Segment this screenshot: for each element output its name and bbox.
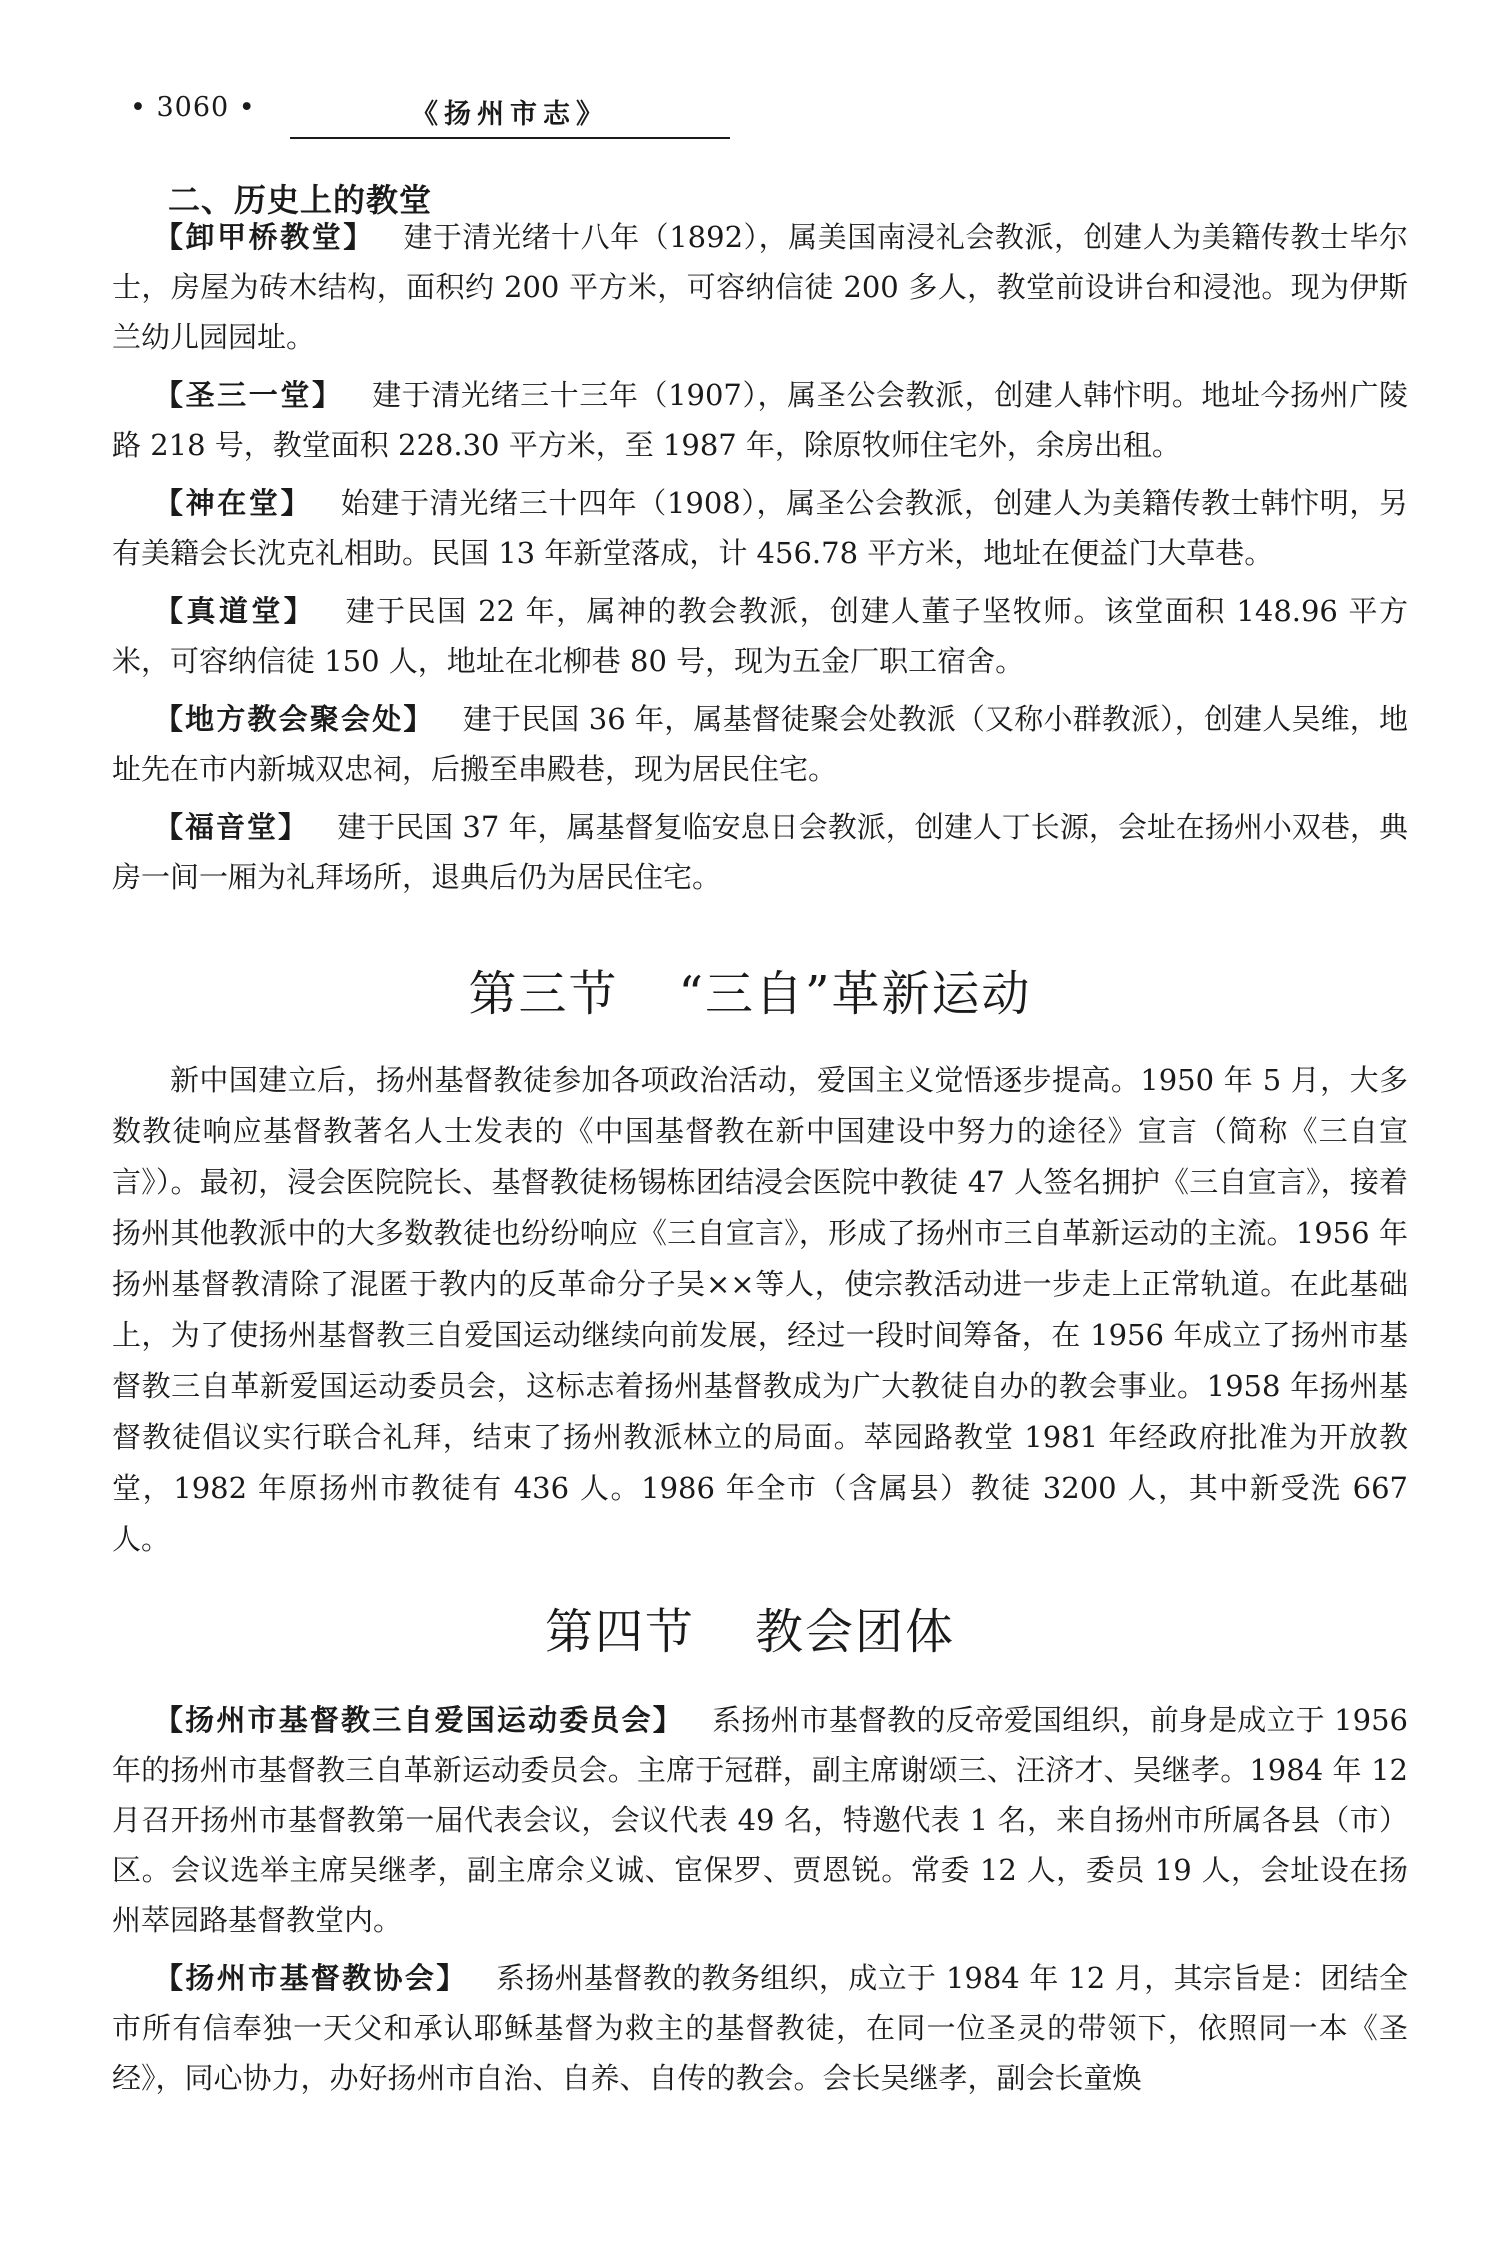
entry-name: 【扬州市基督教三自爱国运动委员会】 <box>154 1703 684 1737</box>
body-paragraph: 新中国建立后，扬州基督教徒参加各项政治活动，爱国主义觉悟逐步提高。1950 年 5 月，大多数教徒响应基督教著名人士发表的《中国基督教在新中国建设中努力的途径》宣言（简称《三自宣言》）。最初，浸会医院院长、基督教徒杨锡栋团结浸会医院中教徒 47 人签名拥护《三自宣言》，接着扬州其他教派中的大多数教徒也纷纷响应《三自宣言》，形成了扬州市三自革新运动的主流。1956 年扬州基督教清除了混匿于教内的反革命分子吴××等人，使宗教活动进一步走上正常轨道。在此基础上，为了使扬州基督教三自爱国运动继续向前发展，经过一段时间筹备，在 1956 年成立了扬州市基督教三自革新爱国运动委员会，这标志着扬州基督教成为广大教徒自办的教会事业。1958 年扬州基督教徒倡议实行联合礼拜，结束了扬州教派林立的局面。萃园路教堂 1981 年经政府批准为开放教堂，1982 年原扬州市教徒有 436 人。1986 年全市（含属县）教徒 3200 人，其中新受洗 667 人。 <box>112 1063 1408 1556</box>
organization-entry <box>112 1953 1408 2103</box>
church-entry <box>112 586 1408 686</box>
section-number: 第四节 <box>544 1604 695 1660</box>
entry-name: 【圣三一堂】 <box>154 378 344 412</box>
entry-text: 系扬州市基督教的反帝爱国组织，前身是成立于 1956 年的扬州市基督教三自革新运动委员会。主席于冠群，副主席谢颂三、汪济才、吴继孝。1984 年 12 月召开扬州市基督教第一届代表会议，会议代表 49 名，特邀代表 1 名，来自扬州市所属各县（市）区。会议选举主席吴继孝，副主席佘义诚、宦保罗、贾恩锐。常委 12 人，委员 19 人，会址设在扬州萃园路基督教堂内。 <box>112 1703 1408 1937</box>
church-entry <box>112 802 1408 902</box>
section-title: 教会团体 <box>755 1604 956 1660</box>
church-entry <box>112 370 1408 470</box>
church-entry <box>112 478 1408 578</box>
entry-text: 始建于清光绪三十四年（1908），属圣公会教派，创建人为美籍传教士韩忭明，另有美籍会长沈克礼相助。民国 13 年新堂落成，计 456.78 平方米，地址在便益门大草巷。 <box>112 486 1408 570</box>
book-title: 《扬州市志》 <box>290 92 730 139</box>
page-number: • 3060 • <box>130 92 256 123</box>
running-header <box>130 92 730 132</box>
entry-text: 建于民国 22 年，属神的教会教派，创建人董子坚牧师。该堂面积 148.96 平方米，可容纳信徒 150 人，地址在北柳巷 80 号，现为五金厂职工宿舍。 <box>112 594 1408 678</box>
entry-name: 【卸甲桥教堂】 <box>154 220 375 254</box>
entry-text: 建于清光绪十八年（1892），属美国南浸礼会教派，创建人为美籍传教士毕尔士，房屋为砖木结构，面积约 200 平方米，可容纳信徒 200 多人，教堂前设讲台和浸池。现为伊斯兰幼儿园园址。 <box>112 220 1408 354</box>
section-number: 第三节 <box>468 966 619 1022</box>
entry-name: 【地方教会聚会处】 <box>154 702 435 736</box>
entry-text: 建于清光绪三十三年（1907），属圣公会教派，创建人韩忭明。地址今扬州广陵路 218 号，教堂面积 228.30 平方米，至 1987 年，除原牧师住宅外，余房出租。 <box>112 378 1408 462</box>
section-three-heading <box>0 955 1500 1024</box>
entry-name: 【扬州市基督教协会】 <box>154 1961 468 1995</box>
section-three-body <box>112 1055 1408 1565</box>
entry-name: 【福音堂】 <box>154 810 310 844</box>
entry-name: 【神在堂】 <box>154 486 313 520</box>
section-title: “三自”革新运动 <box>678 966 1032 1022</box>
church-organizations-list <box>112 1695 1408 2111</box>
church-entry <box>112 212 1408 362</box>
organization-entry <box>112 1695 1408 1945</box>
entry-name: 【真道堂】 <box>154 594 317 628</box>
section-four-heading <box>0 1593 1500 1662</box>
church-entry <box>112 694 1408 794</box>
subsection-title: 二、历史上的教堂 <box>168 181 433 219</box>
entry-text: 建于民国 37 年，属基督复临安息日会教派，创建人丁长源，会址在扬州小双巷，典房一间一厢为礼拜场所，退典后仍为居民住宅。 <box>112 810 1408 894</box>
entry-text: 系扬州基督教的教务组织，成立于 1984 年 12 月，其宗旨是：团结全市所有信奉独一天父和承认耶稣基督为救主的基督教徒，在同一位圣灵的带领下，依照同一本《圣经》，同心协力，办好扬州市自治、自养、自传的教会。会长吴继孝，副会长童焕 <box>112 1961 1408 2095</box>
entry-text: 建于民国 36 年，属基督徒聚会处教派（又称小群教派），创建人吴维，地址先在市内新城双忠祠，后搬至串殿巷，现为居民住宅。 <box>112 702 1408 786</box>
historical-churches-list <box>112 212 1408 910</box>
